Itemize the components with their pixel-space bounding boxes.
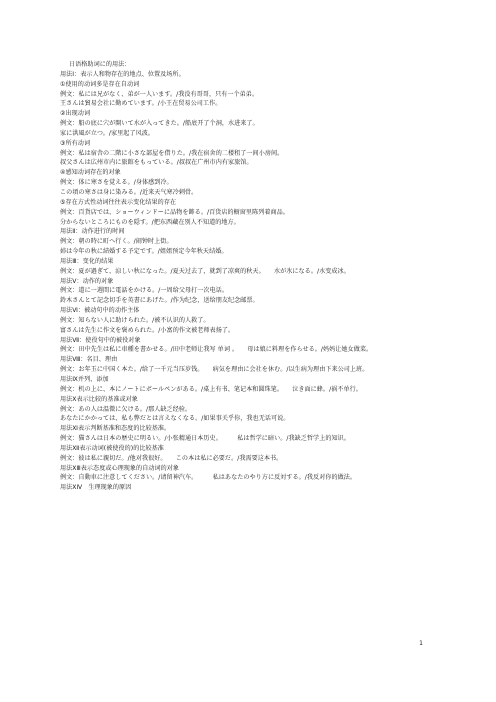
text-line: 叔父さんは広州市内に旅館をもっている。/叔叔在广州市内有家旅馆。 [60, 159, 253, 167]
text-line: 王さんは貿易会社に勤めています。/小王在贸易公司工作。 [60, 100, 222, 108]
text-line: 例文：あの人は温微に欠ける。/那人缺乏经验。 [60, 405, 192, 413]
text-line: ①使用的动词多是存在自动词 [60, 80, 140, 88]
text-line: 鈴木さんとて記念切手を英書にあげた。/作为纪念，送给朋友纪念邮票。 [60, 297, 259, 305]
text-line: 用法Ⅻ表示动词(被使役的)的比较基准 [60, 444, 164, 452]
text-line: 例文：田中先生は私に車種を書かせる。/田中老师让我写 单词 。 母は娘に料理を作らせる。/妈妈让她女做菜。 [60, 346, 373, 354]
text-line: 富さんは先生に作文を褒められた。/小富的作文被老师表扬了。 [60, 326, 235, 334]
text-line: ⑤存在方式性动词往往表示变化结果的存在 [60, 198, 177, 206]
text-line: 例文：朝の時に町へ行く。/闹钟时上街。 [60, 238, 173, 246]
document-body [60, 60, 460, 503]
text-line: 例文：猫さんは日本の歴史に明るい。/小张精通日本历史。 私は哲学に暗い。/我缺乏哲学上的知识。 [60, 435, 350, 443]
text-line: 用法Ⅰ：表示人和物存在的地点、位置及场所。 [60, 70, 185, 78]
text-line [60, 493, 460, 503]
text-line: あなたにかかっては、私も弊だとは言えなくなる。/如果事关乎你，我也无话可说。 [60, 415, 290, 423]
text-line: 用法Ⅺ表示判断基准和态度的比较基准。 [60, 425, 171, 433]
text-line: 用法Ⅲ：变化的结果 [60, 257, 114, 265]
text-line: 家に洪風が立つ。/家里起了风波。 [60, 129, 155, 137]
text-line: 用法Ⅷ：名目、理由 [60, 356, 118, 364]
text-line: 用法Ⅸ并列、添加 [60, 376, 109, 383]
text-line: ③所有动词 [60, 139, 91, 147]
text-line: 用法Ⅹ表示比较的基准或对象 [60, 395, 138, 403]
text-line: 用法ⅩⅣ 生理现象的原因 [60, 484, 132, 492]
text-line: 用法Ⅱ：动作进行的时间 [60, 228, 125, 236]
text-line: 例文：夏が過ぎて、涼しい秋になった。/夏天过去了，就到了凉爽的秋天。 水が氷になる。/水变成冰。 [60, 267, 350, 275]
text-line: 例文：知らない人に助けられた。/被不认识的人救了。 [60, 316, 210, 324]
page-number: 1 [419, 640, 423, 647]
text-line: 姉は今年の秋に結婚する予定です。/姐姐预定今年秋天结婚。 [60, 248, 228, 256]
text-line: 例文：道に一週間に電話をかける。/一周给父母打一次电话。 [60, 287, 228, 295]
text-line: 例文：体に寒さを覚える。/身体感到冷。 [60, 179, 173, 187]
text-line: 例文：私は宿舎の二階に小さな部屋を借りた。/我在宿舍的二楼租了一间小房间。 [60, 149, 284, 157]
text-line: 例文：彼は私に親切だ。/他对我很好。 この本は私に必要だ。/我需要这本书。 [60, 454, 283, 462]
text-line: 例文：机の上に、本にノートにボールペンがある。/桌上有书、笔记本和圆珠笔。 泣き面に蜂。/祸不单行。 [60, 385, 362, 393]
text-line: 用法Ⅶ：使役句中的被役对象 [60, 336, 141, 344]
text-line: ②出现动词 [60, 110, 91, 118]
text-line: 用法Ⅴ：动作的对象 [60, 277, 114, 285]
text-line: 分からないところにものを隠す。/把东西藏在别人不知道的地方。 [60, 218, 240, 226]
text-line: 例文：百貨店では、ショーウィンドーに品物を飾る。/百货店的橱窗里陈列着商品。 [60, 208, 289, 216]
text-line: この頃の寒さは身に染みる。/近来天气寒冷刺骨。 [60, 188, 198, 196]
text-line: 用法Ⅵ：被动句中的动作主体 [60, 307, 140, 315]
text-line: 例文：私には兄がなく、弟が一人います。/我没有哥哥，只有一个弟弟。 [60, 90, 259, 98]
text-line: 例文：自動車に注意してください。/请留神汽车。 私はあなたのやり方に反対する。/我反对你的做法。 [60, 474, 357, 482]
text-line: 用法ⅩⅢ表示态度或心理现象的自动词的对象 [60, 464, 180, 472]
text-line: ④感知动词存在的对象 [60, 169, 121, 177]
document-title: 日语格助词に的用法： [69, 61, 131, 68]
text-line: 例文：お年玉に中国く本た。/给了一千元当压岁钱。 病気を理由に会社を休む。/以生病为理由下来公司上班。 [60, 366, 369, 374]
text-line: 例文：船の底に穴が開いて水が入ってきた。/船底开了个洞，水进来了。 [60, 120, 259, 128]
